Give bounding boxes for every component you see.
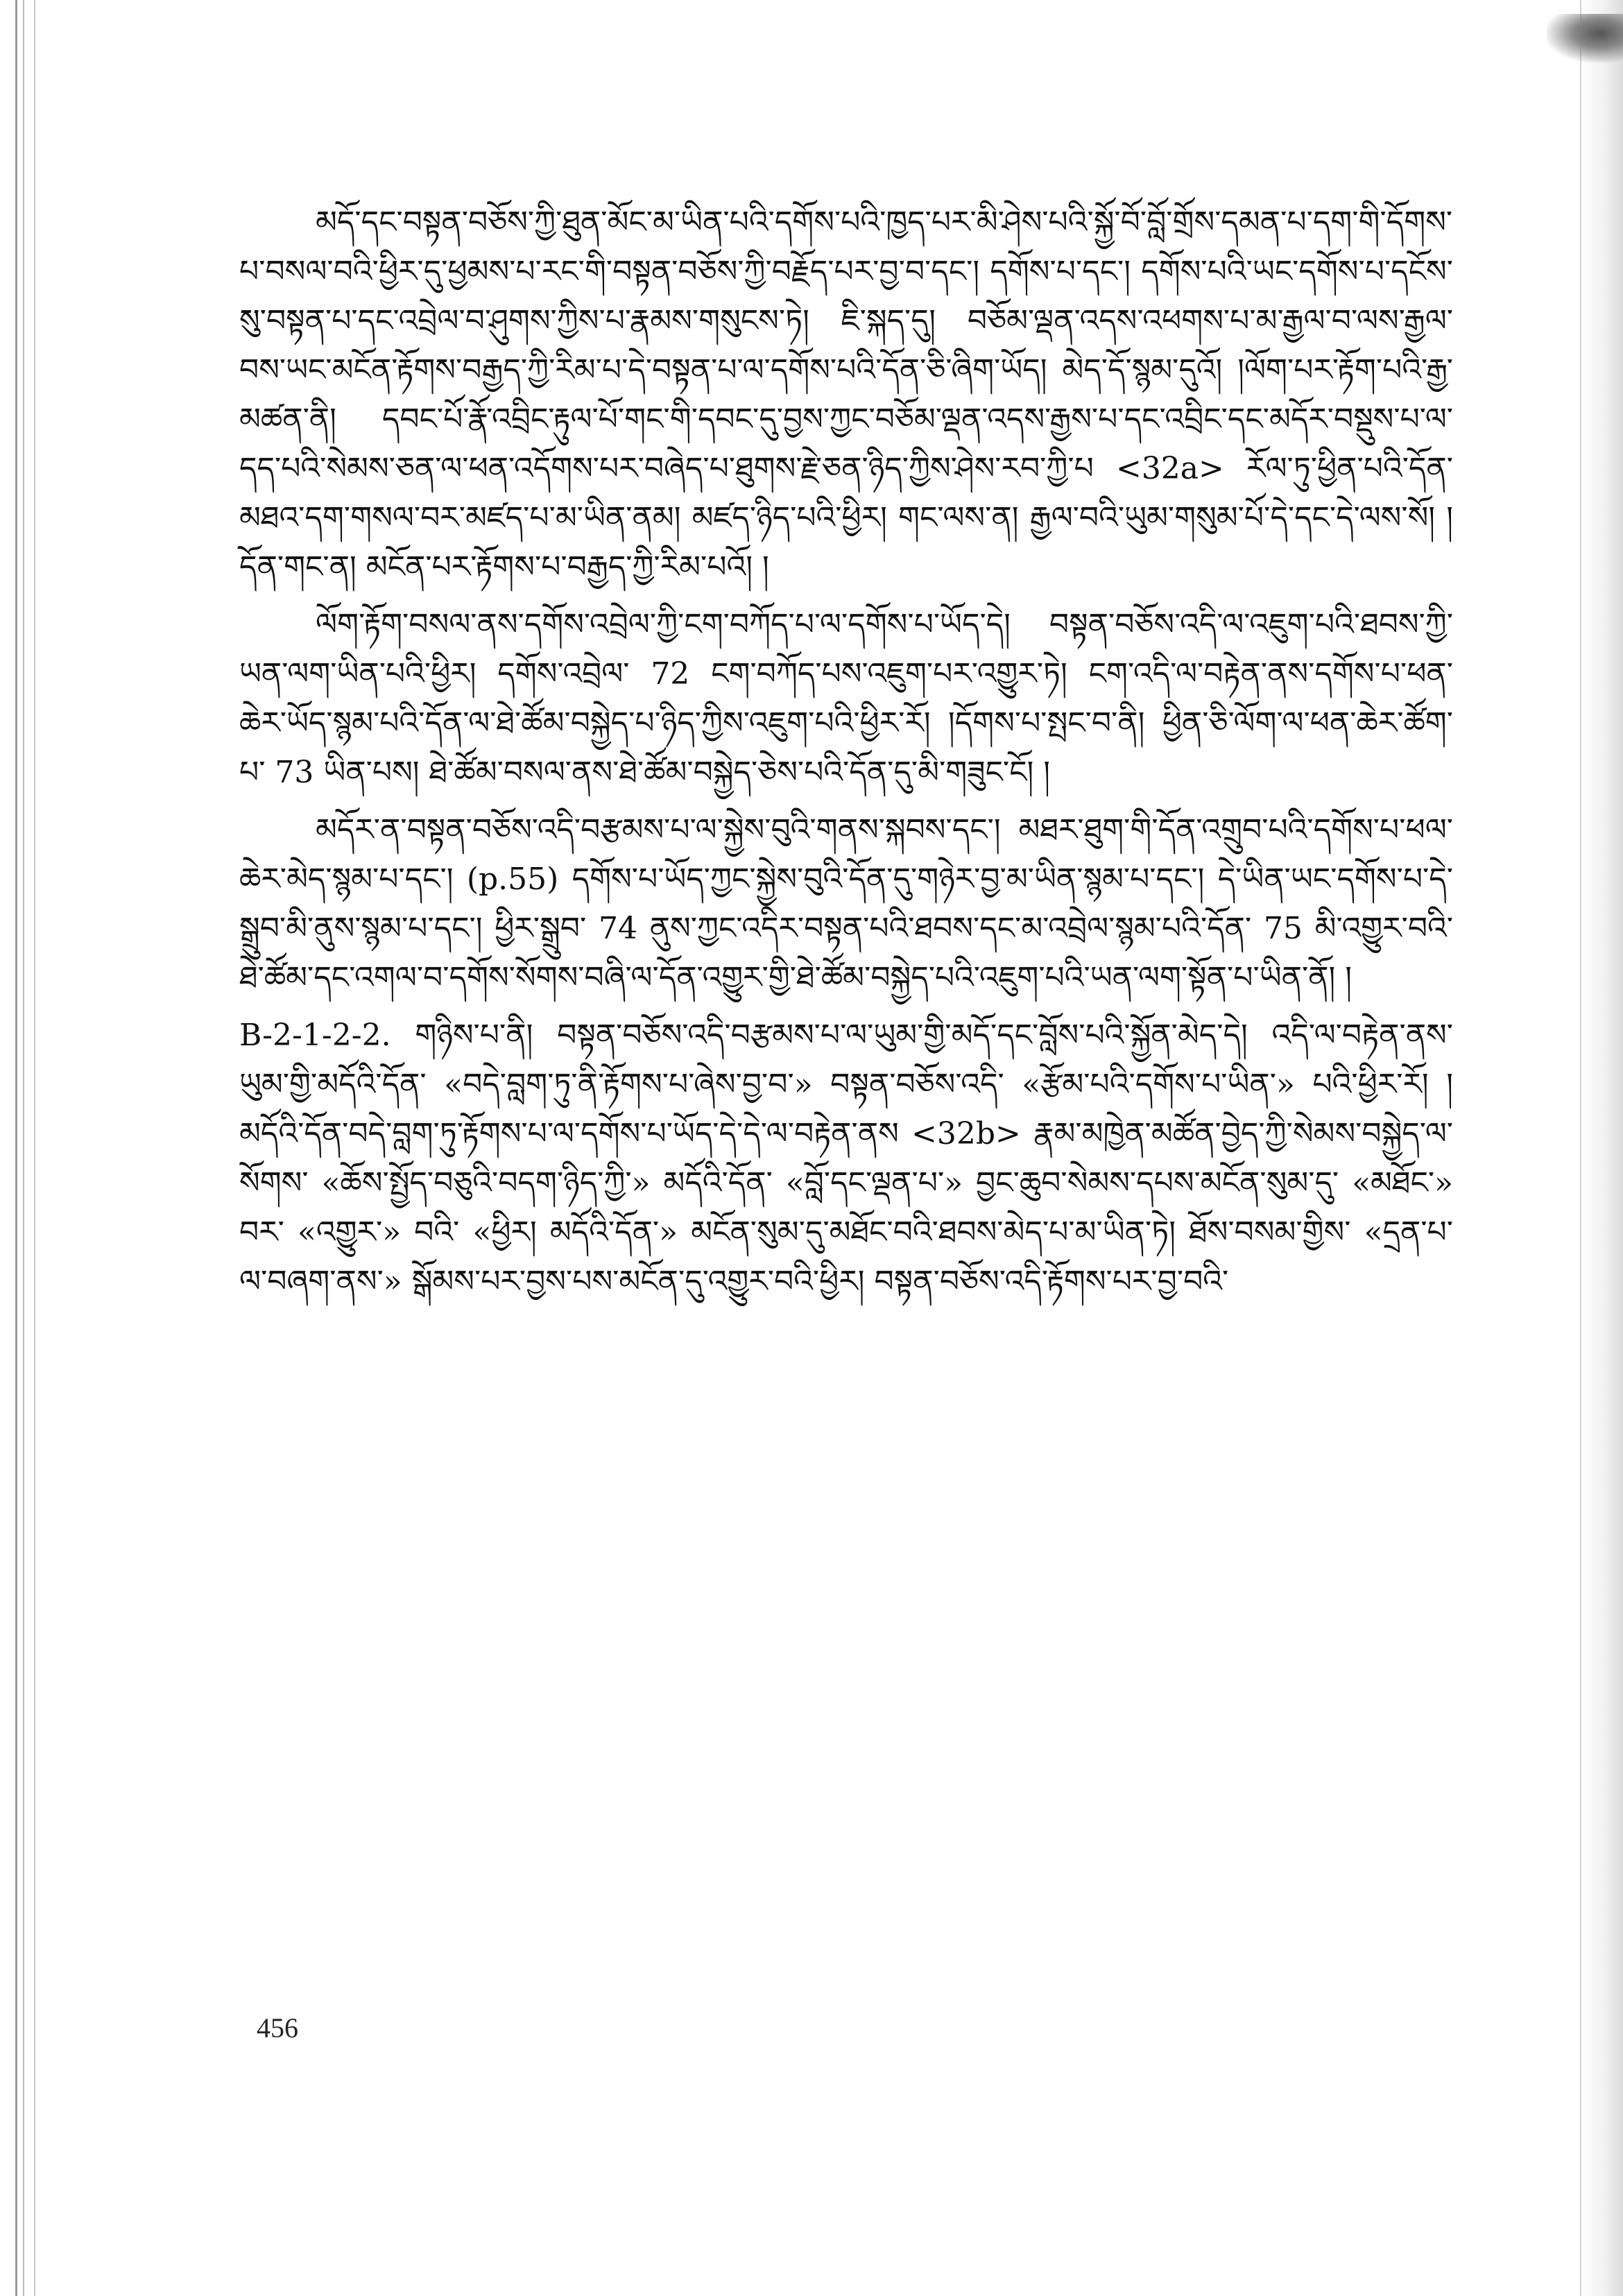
paragraph-2: ལོག་རྟོག་བསལ་ནས་དགོས་འབྲེལ་ཀྱི་ངག་བཀོད་པ་ལ་དགོས་པ་ཡོད་དེ། བསྟན་བཅོས་འདི་ལ་འཇུག་པའི་ཐབས་ཀྱི་ཡན་ལག་ཡིན་པའི་ཕྱིར། དགོས་འབྲེལ་ 72 ངག་བཀོད་པས་འཇུག་པར་འགྱུར་ཏེ། ངག་འདི་ལ་བརྟེན་ནས་དགོས་པ་ཕན་ཆེར་ཡོད་སྙམ་པའི་དོན་ལ་ཐེ་ཚོམ་བསྐྱེད་པ་ཉིད་ཀྱིས་འཇུག་པའི་ཕྱིར་རོ། །དོགས་པ་སྤང་བ་ནི། ཕྱིན་ཅི་ལོག་ལ་ཕན་ཆེར་ཚོག་པ་ 73 ཡིན་པས། ཐེ་ཚོམ་བསལ་ནས་ཐེ་ཚོམ་བསྐྱེད་ཅེས་པའི་དོན་དུ་མི་གཟུང་ངོ། ། <box>239 607 1453 790</box>
section-paragraph-b-2-1-2-2: B-2-1-2-2. གཉིས་པ་ནི། བསྟན་བཅོས་འདི་བརྩམས་པ་ལ་ཡུམ་གྱི་མདོ་དང་བློས་པའི་སྐྱོན་མེད་དེ། འདི་ལ་བརྟེན་ནས་ཡུམ་གྱི་མདོའི་དོན་ «བདེ་བླག་ཏུ་ནི་རྟོགས་པ་ཞེས་བྱ་བ་» བསྟན་བཅོས་འདི་ «རྩོམ་པའི་དགོས་པ་ཡིན་» པའི་ཕྱིར་རོ། །མདོའི་དོན་བདེ་བླག་ཏུ་རྟོགས་པ་ལ་དགོས་པ་ཡོད་དེ་དེ་ལ་བརྟེན་ནས <32b> རྣམ་མཁྱེན་མཚོན་བྱེད་ཀྱི་སེམས་བསྐྱེད་ལ་སོགས་ «ཆོས་སྤྱོད་བཅུའི་བདག་ཉིད་ཀྱི་» མདོའི་དོན་ «བློ་དང་ལྡན་པ་» བྱང་ཆུབ་སེམས་དཔས་མངོན་སུམ་དུ་ «མཐོང་» བར་ «འགྱུར་» བའི་ «ཕྱིར། མདོའི་དོན་» མངོན་སུམ་དུ་མཐོང་བའི་ཐབས་མེད་པ་མ་ཡིན་ཏེ། ཐོས་བསམ་གྱིས་ «དྲན་པ་ལ་བཞག་ནས་» སྒོམས་པར་བྱས་པས་མངོན་དུ་འགྱུར་བའི་ཕྱིར། བསྟན་བཅོས་འདི་རྟོགས་པར་བྱ་བའི་ <box>239 1018 1453 1299</box>
page-edge-shadow <box>1580 0 1623 2296</box>
page-number: 456 <box>257 2012 298 2044</box>
binding-rules <box>15 0 35 2296</box>
paragraph-3: མདོར་ན་བསྟན་བཅོས་འདི་བརྩམས་པ་ལ་སྐྱེས་བུའི་གནས་སྐབས་དང་། མཐར་ཐུག་གི་དོན་འགྲུབ་པའི་དགོས་པ་ཕལ་ཆེར་མེད་སྙམ་པ་དང་། (p.55) དགོས་པ་ཡོད་ཀྱང་སྐྱེས་བུའི་དོན་དུ་གཉེར་བྱ་མ་ཡིན་སྙམ་པ་དང་། དེ་ཡིན་ཡང་དགོས་པ་དེ་སྒྲུབ་མི་ནུས་སྙམ་པ་དང་། ཕྱིར་སྒྲུབ་ 74 ནུས་ཀྱང་འདིར་བསྟན་པའི་ཐབས་དང་མ་འབྲེལ་སྙམ་པའི་དོན་ 75 མི་འགྱུར་བའི་ཐེ་ཚོམ་དང་འགལ་བ་དགོས་སོགས་བཞི་ལ་དོན་འགྱུར་གྱི་ཐེ་ཚོམ་བསྐྱེད་པའི་འཇུག་པའི་ཡན་ལག་སྟོན་པ་ཡིན་ནོ། ། <box>239 812 1453 995</box>
paragraph-1: མདོ་དང་བསྟན་བཅོས་ཀྱི་ཐུན་མོང་མ་ཡིན་པའི་དགོས་པའི་ཁྱད་པར་མི་ཤེས་པའི་སྐྱོ་བོ་བློ་གྲོས་དམན་པ་དག་གི་དོགས་པ་བསལ་བའི་ཕྱིར་དུ་ཕྱམས་པ་རང་གི་བསྟན་བཅོས་ཀྱི་བརྗོད་པར་བྱ་བ་དང་། དགོས་པ་དང་། དགོས་པའི་ཡང་དགོས་པ་དངོས་སུ་བསྟན་པ་དང་འབྲེལ་བ་ཤུགས་ཀྱིས་པ་རྣམས་གསུངས་ཏེ། ཇི་སྐད་དུ། བཅོམ་ལྡན་འདས་འཕགས་པ་མ་རྒྱལ་བ་ལས་རྒྱལ་བས་ཡང་མངོན་རྟོགས་བརྒྱད་ཀྱི་རིམ་པ་དེ་བསྟན་པ་ལ་དགོས་པའི་དོན་ཅི་ཞིག་ཡོད། མེད་དོ་སྙམ་དུའོ། །ལོག་པར་རྟོག་པའི་རྒྱ་མཚན་ནི། དབང་པོ་རྣོ་འབྲིང་རྟུལ་པོ་གང་གི་དབང་དུ་བྱས་ཀྱང་བཅོམ་ལྡན་འདས་རྒྱས་པ་དང་འབྲིང་དང་མདོར་བསྡུས་པ་ལ་དད་པའི་སེམས་ཅན་ལ་ཕན་འདོགས་པར་བཞེད་པ་ཐུགས་རྗེ་ཅན་ཉིད་ཀྱིས་ཤེས་རབ་ཀྱི་པ <32a> རོལ་ཏུ་ཕྱིན་པའི་དོན་མཐའ་དག་གསལ་བར་མཛད་པ་མ་ཡིན་ནམ། མཛད་ཉིད་པའི་ཕྱིར། གང་ལས་ན། རྒྱལ་བའི་ཡུམ་གསུམ་པོ་དེ་དང་དེ་ལས་སོ། །དོན་གང་ན། མངོན་པར་རྟོགས་པ་བརྒྱད་ཀྱི་རིམ་པའོ། ། <box>239 205 1453 585</box>
scan-smudge <box>1547 14 1623 62</box>
tibetan-text-body <box>239 198 1453 1314</box>
